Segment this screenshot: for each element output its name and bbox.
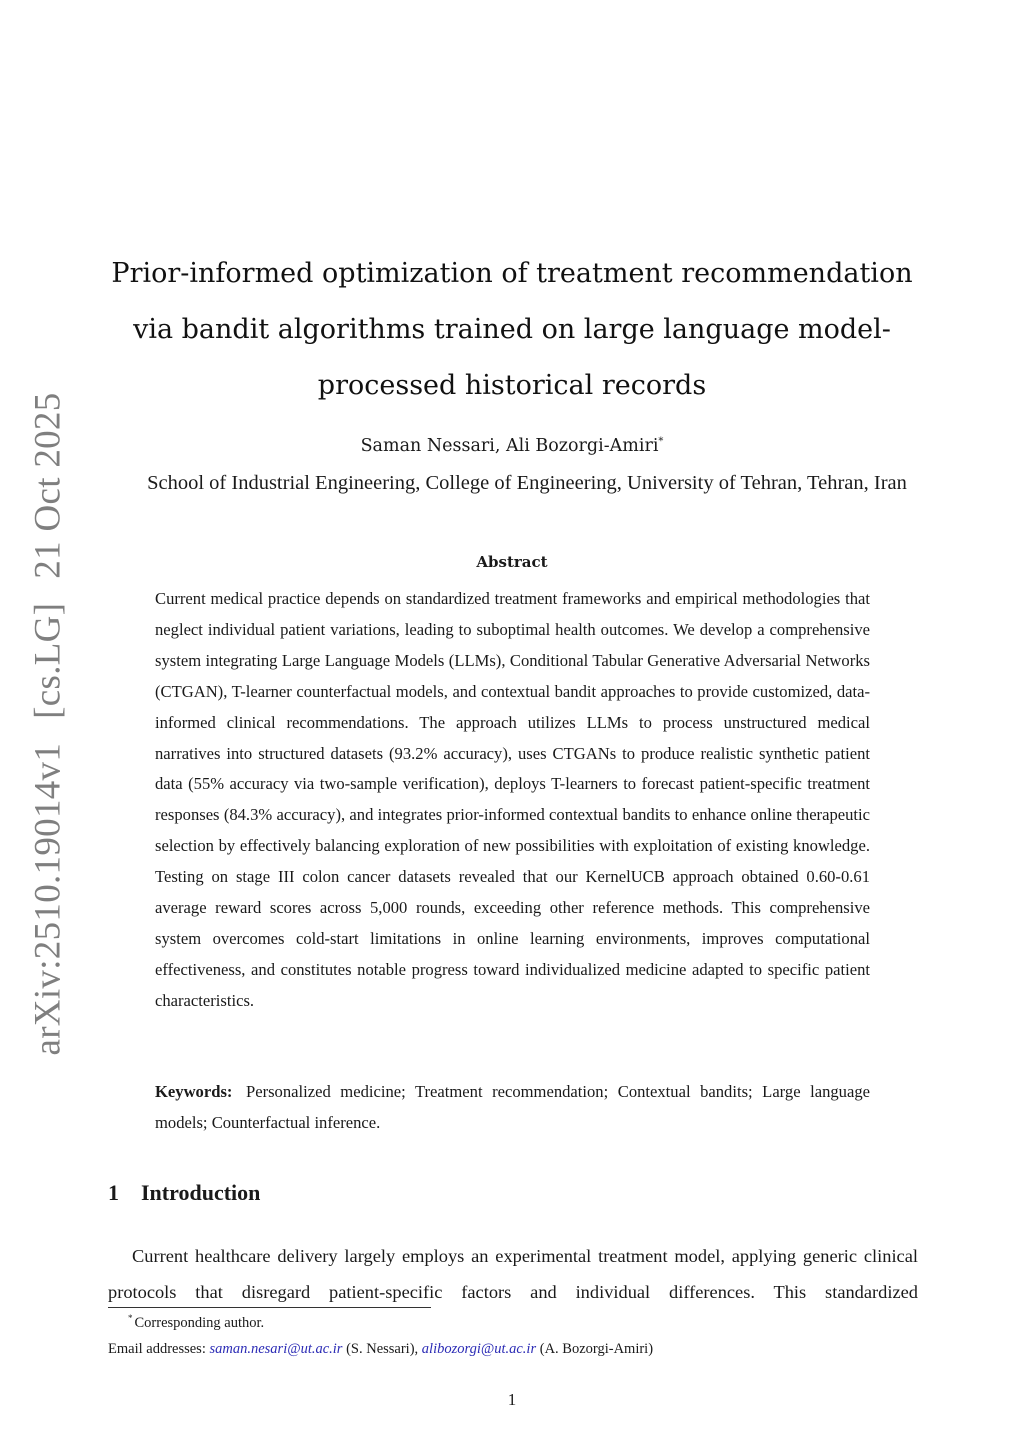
arxiv-category: [cs.LG] bbox=[27, 602, 69, 719]
corresponding-marker: * bbox=[658, 436, 664, 448]
email-link-nessari[interactable]: saman.nesari@ut.ac.ir bbox=[209, 1341, 343, 1357]
abstract-text: Current medical practice depends on standardized treatment frameworks and empirical methodologies that neglect individual patient variations, leading to suboptimal health outcomes. We develop a comprehensive system integrating Large Language Models (LLMs), Conditional Tabular Generative Adversarial Networks (CTGAN), T-learner counterfactual models, and contextual bandit approaches to provide customized, data-informed clinical recommendations. The approach utilizes LLMs to process unstructured medical narratives into structured datasets (93.2% accuracy), uses CTGANs to produce realistic synthetic patient data (55% accuracy via two-sample verification), deploys T-learners to forecast patient-specific treatment responses (84.3% accuracy), and integrates prior-informed contextual bandits to enhance online therapeutic selection by effectively balancing exploration of new possibilities with exploitation of existing knowledge. Testing on stage III colon cancer datasets revealed that our KernelUCB approach obtained 0.60-0.61 average reward scores across 5,000 rounds, exceeding other reference methods. This comprehensive system overcomes cold-start limitations in online learning environments, improves computational effectiveness, and constitutes notable progress toward individualized medicine adapted to specific patient characteristics. bbox=[155, 589, 870, 1010]
email-label: Email addresses: bbox=[108, 1341, 206, 1357]
abstract-heading: Abstract bbox=[476, 553, 548, 571]
affiliation: School of Industrial Engineering, College of Engineering, University of Tehran, Tehran, Iran bbox=[147, 472, 907, 494]
keywords-text: Personalized medicine; Treatment recommendation; Contextual bandits; Large language models; Counterfactual inference. bbox=[155, 1082, 870, 1132]
footnote-rule bbox=[108, 1307, 431, 1308]
page-number: 1 bbox=[507, 1390, 517, 1409]
keywords-label: Keywords: bbox=[155, 1082, 233, 1101]
email-addresses bbox=[108, 1341, 653, 1358]
email-name-bozorgi: (A. Bozorgi-Amiri) bbox=[539, 1341, 654, 1357]
section-heading bbox=[108, 1180, 260, 1206]
keywords bbox=[155, 1077, 870, 1139]
arxiv-date: 21 Oct 2025 bbox=[27, 392, 69, 579]
footnote-text: Corresponding author. bbox=[134, 1314, 265, 1331]
paper-title: Prior-informed optimization of treatment recommendation via bandit algorithms trained on large language model-processed historical records bbox=[111, 258, 913, 401]
intro-paragraph: Current healthcare delivery largely employs an experimental treatment model, applying generic clinical protocols that disregard patient-specific factors and individual differences. This standardized bbox=[108, 1246, 918, 1302]
footnote-marker: * bbox=[128, 1313, 133, 1323]
section-title: Introduction bbox=[141, 1180, 261, 1205]
author-names: Saman Nessari, Ali Bozorgi-Amiri bbox=[360, 436, 659, 456]
author-line bbox=[100, 436, 924, 456]
email-link-bozorgi[interactable]: alibozorgi@ut.ac.ir bbox=[421, 1341, 537, 1357]
footnote bbox=[128, 1313, 264, 1332]
email-name-nessari: (S. Nessari), bbox=[346, 1341, 419, 1357]
section-number: 1 bbox=[108, 1180, 119, 1205]
arxiv-id: arXiv:2510.19014v1 bbox=[27, 742, 69, 1056]
